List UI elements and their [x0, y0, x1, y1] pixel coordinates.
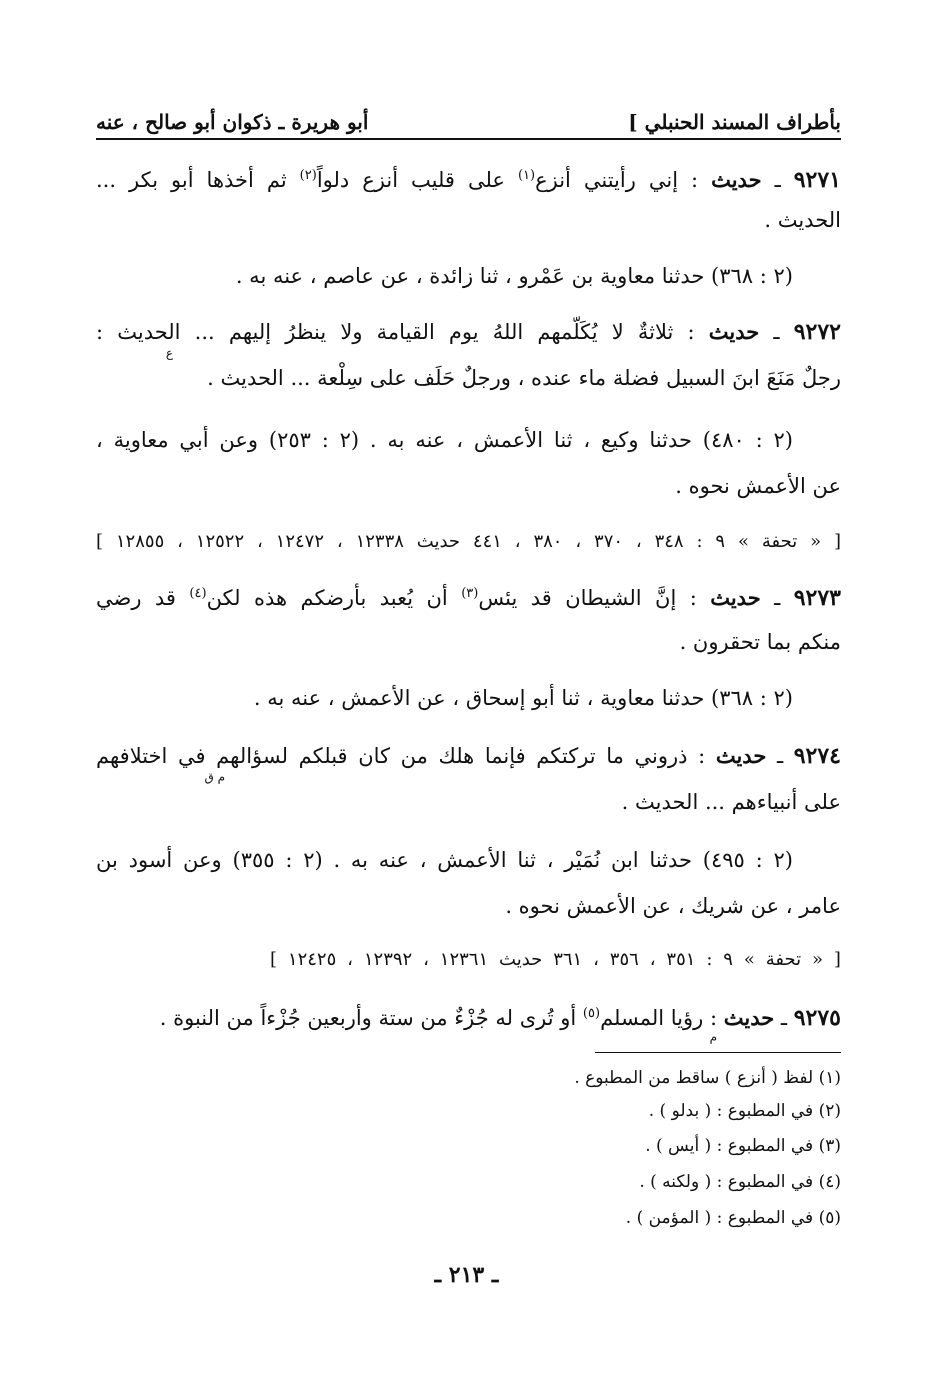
- entry-9272-tuhfa: [ « تحفة » ٩ : ٣٤٨ ، ٣٧٠ ، ٣٨٠ ، ٤٤١ حديث ١٢٣٣٨ ، ١٢٤٧٢ ، ١٢٥٢٢ ، ١٢٨٥٥ ]: [96, 531, 841, 552]
- entry-9272-line1: ٩٢٧٢ ـ حديث : ثلاثةٌ لا يُكَلّمهم اللهُ يوم القيامة ولا ينظرُ إليهم ... الحديث :: [96, 319, 841, 345]
- running-header: [96, 100, 841, 134]
- entry-9274-mark: م ق: [204, 770, 225, 784]
- entry-9273-source: (٢ : ٣٦٨) حدثنا معاوية ، ثنا أبو إسحاق ، عن الأعمش ، عنه به .: [253, 686, 793, 710]
- entry-9274-line2: على أنبياءهم ... الحديث .: [621, 790, 841, 814]
- entry-9271-source: (٢ : ٣٦٨) حدثنا معاوية بن عَمْرو ، ثنا زائدة ، عن عاصم ، عنه به .: [235, 264, 793, 288]
- entry-9274-source2: عامر ، عن شريك ، عن الأعمش نحوه .: [505, 894, 841, 918]
- entry-9272-source2: عن الأعمش نحوه .: [675, 474, 841, 498]
- entry-9272-source1: (٢ : ٤٨٠) حدثنا وكيع ، ثنا الأعمش ، عنه به . (٢ : ٢٥٣) وعن أبي معاوية ،: [96, 428, 793, 452]
- entry-9271-line1: ٩٢٧١ ـ حديث : إني رأيتني أنزع$^{(١)}$ على قليب أنزع دلواً$^{(٢)}$ ثم أخذها أبو بكر ...: [96, 167, 841, 193]
- entry-9271-line2: الحديث .: [764, 208, 841, 232]
- footnote-rule: [595, 1052, 841, 1053]
- footnote-3: (٣) في المطبوع : ( أيس ) .: [645, 1136, 841, 1156]
- footnote-5: (٥) في المطبوع : ( المؤمن ) .: [625, 1208, 841, 1228]
- footnote-2: (٢) في المطبوع : ( بدلو ) .: [648, 1101, 841, 1121]
- entry-9273-line1: ٩٢٧٣ ـ حديث : إنَّ الشيطان قد يئس$^{(٣)}$ أن يُعبد بأرضكم هذه لكن$^{(٤)}$ قد رضي: [96, 585, 841, 611]
- header-book-title: بأطراف المسند الحنبلي ]: [628, 110, 841, 134]
- entry-9274-tuhfa: [ « تحفة » ٩ : ٣٥١ ، ٣٥٦ ، ٣٦١ حديث ١٢٣٦١ ، ١٢٣٩٢ ، ١٢٤٢٥ ]: [270, 949, 841, 970]
- entry-9272-mark: ع: [165, 346, 173, 360]
- entry-9274-source1: (٢ : ٤٩٥) حدثنا ابن نُمَيْر ، ثنا الأعمش ، عنه به . (٢ : ٣٥٥) وعن أسود بن: [96, 848, 793, 872]
- entry-9273-line2: منكم بما تحقرون .: [679, 630, 841, 654]
- header-rule: [96, 138, 841, 140]
- entry-9272-line2: رجلٌ مَنَعَ ابنَ السبيل فضلة ماء عنده ، ورجلٌ حَلَف على سِلْعة ... الحديث .: [207, 366, 841, 390]
- header-chapter-title: أبو هريرة ـ ذكوان أبو صالح ، عنه: [96, 110, 369, 134]
- page-number: ـ ٢١٣ ـ: [434, 1262, 499, 1288]
- entry-9274-line1: ٩٢٧٤ ـ حديث : ذروني ما تركتكم فإنما هلك من كان قبلكم لسؤالهم في اختلافهم: [96, 743, 841, 769]
- entry-9275-line1: ٩٢٧٥ ـ حديث : رؤيا المسلم$^{(٥)}$ أو تُرى له جُزْءٌ من ستة وأربعين جُزْءاً من النبوة .: [159, 1005, 841, 1031]
- footnote-4: (٤) في المطبوع : ( ولكنه ) .: [639, 1172, 841, 1192]
- entry-9275-mark: م: [709, 1030, 717, 1044]
- footnote-1: (١) لفظ ( أنزع ) ساقط من المطبوع .: [574, 1068, 841, 1088]
